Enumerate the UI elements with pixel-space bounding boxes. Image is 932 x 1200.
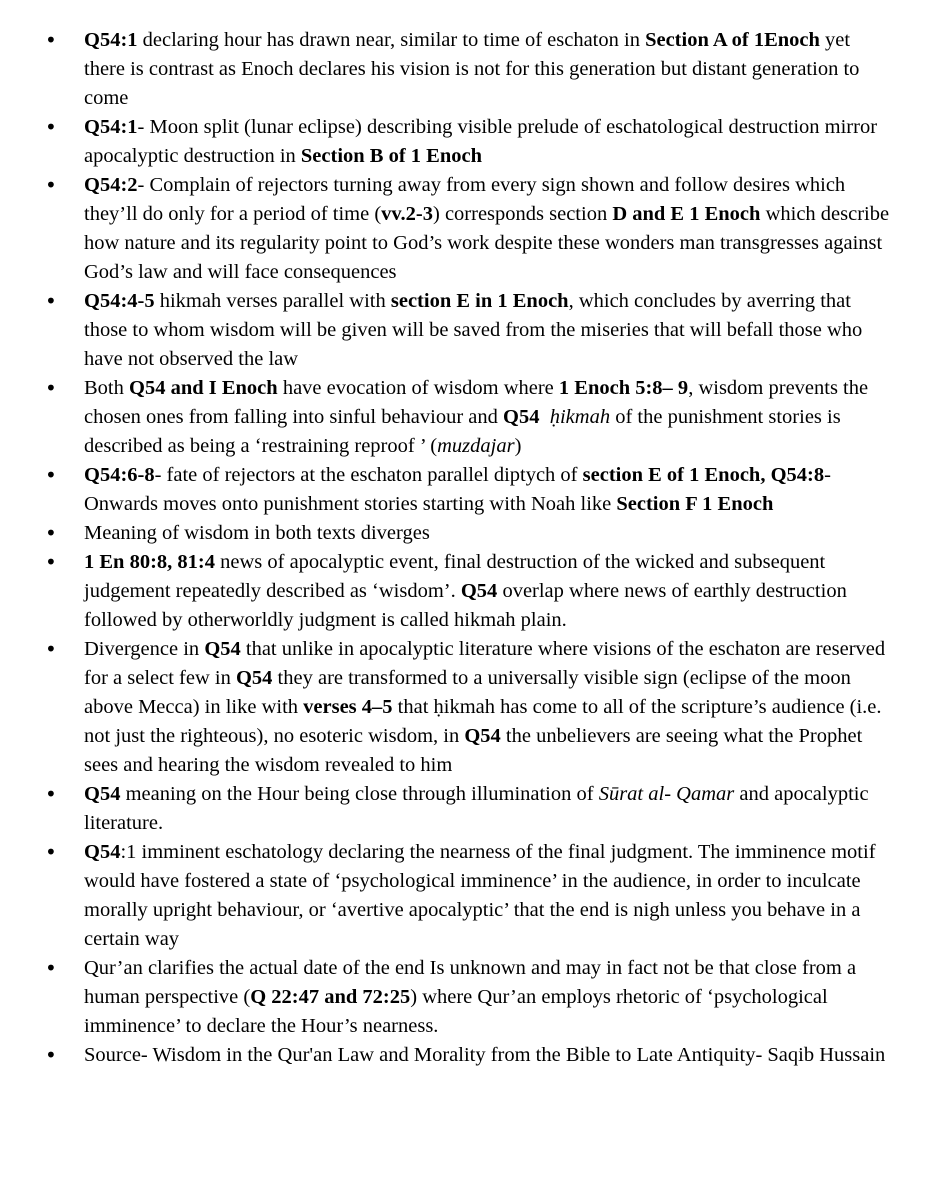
body-text: Both [84, 377, 129, 399]
bold-text: Q54 and I Enoch [129, 377, 278, 399]
body-text: , which concludes by averring that those to whom wisdom will be given will be saved from the miseries that will befall those who have not observed the law [84, 290, 863, 370]
body-text: meaning on the Hour being close through illumination of [120, 783, 599, 805]
bullet-item [0, 287, 932, 374]
bold-text: 1 En 80:8, 81:4 [84, 551, 215, 573]
body-text: ) [514, 435, 522, 457]
body-text: , wisdom prevents the chosen ones from falling into sinful behaviour and [84, 377, 869, 428]
italic-text: Sūrat al- Qamar [598, 783, 735, 805]
body-text: :1 imminent eschatology declaring the nearness of the final judgment. The imminence motif would have fostered a state of ‘psychological imminence’ in the audience, in order to inculcate morally upright behaviour, or ‘avertive apocalyptic’ that the end is nigh unless you behave in a certain way [84, 841, 876, 950]
italic-text: ḥikmah [549, 406, 611, 428]
bold-text: Q54:2 [84, 174, 138, 196]
body-text: - Complain of rejectors turning away from every sign shown and follow desires which they’ll do only for a period of time ( [84, 174, 846, 225]
body-text: yet there is contrast as Enoch declares his vision is not for this generation but distant generation to come [84, 29, 860, 109]
body-text: - Moon split (lunar eclipse) describing visible prelude of eschatological destruction mirror apocalyptic destruction in [84, 116, 878, 167]
bullet-list [0, 26, 932, 1070]
bold-text: Q54 [503, 406, 540, 428]
bullet-item [0, 780, 932, 838]
bold-text: Q54 [84, 841, 121, 863]
bullet-item [0, 635, 932, 780]
bold-text: section E of 1 Enoch, Q54:8 [582, 464, 825, 486]
body-text: and apocalyptic literature. [84, 783, 869, 834]
italic-text: muzdajar [437, 435, 515, 457]
body-text: -Onwards moves onto punishment stories starting with Noah like [84, 464, 831, 515]
body-text: Divergence in [84, 638, 205, 660]
bold-text: vv.2-3 [381, 203, 433, 225]
bold-text: Section F 1 Enoch [616, 493, 774, 515]
bold-text: Q54:4-5 [84, 290, 155, 312]
bullet-item [0, 171, 932, 287]
bold-text: Section B of 1 Enoch [300, 145, 483, 167]
bullet-item [0, 113, 932, 171]
bold-text: Q54 [204, 638, 241, 660]
body-text: of the punishment stories is described as being a ‘restraining reproof ’ ( [84, 406, 841, 457]
bold-text: Q54 [235, 667, 273, 689]
bold-text: Q54 [84, 783, 121, 805]
body-text: - fate of rejectors at the eschaton parallel diptych of [154, 464, 583, 486]
bold-text: D and E 1 Enoch [612, 203, 761, 225]
bold-text: section E in 1 Enoch [390, 290, 569, 312]
body-text: Qur’an clarifies the actual date of the end Is unknown and may in fact not be that close from a human perspective ( [84, 957, 857, 1008]
bold-text: Q54:1 [84, 29, 138, 51]
bullet-item [0, 838, 932, 954]
bullet-item [0, 461, 932, 519]
bold-text: Section A of 1Enoch [645, 29, 820, 51]
body-text: ) where Qur’an employs rhetoric of ‘psychological imminence’ to declare the Hour’s nearness. [84, 986, 828, 1037]
body-text: which describe how nature and its regularity point to God’s work despite these wonders man transgresses against God’s law and will face consequences [84, 203, 890, 283]
body-text: declaring hour has drawn near, similar to time of eschaton in [137, 29, 646, 51]
bold-text: Q54 [464, 725, 501, 747]
bold-text: Q54:1 [84, 116, 138, 138]
body-text: have evocation of wisdom where [277, 377, 559, 399]
body-text: the unbelievers are seeing what the Prophet sees and hearing the wisdom revealed to him [84, 725, 863, 776]
bold-text: 1 Enoch 5:8– 9 [558, 377, 689, 399]
body-text: news of apocalyptic event, final destruction of the wicked and subsequent judgement repeatedly described as ‘wisdom’. [84, 551, 826, 602]
bold-text: verses 4–5 [303, 696, 393, 718]
bullet-item [0, 26, 932, 113]
body-text [539, 406, 549, 428]
bullet-item [0, 1041, 932, 1070]
body-text: that unlike in apocalyptic literature where visions of the eschaton are reserved for a select few in [84, 638, 886, 689]
source-citation: Source- Wisdom in the Qur'an Law and Morality from the Bible to Late Antiquity- Saqib Hussain [84, 1044, 886, 1066]
bullet-item [0, 548, 932, 635]
body-text: Meaning of wisdom in both texts diverges [84, 522, 430, 544]
document-page [0, 26, 932, 1070]
bullet-item [0, 374, 932, 461]
body-text: they are transformed to a universally visible sign (eclipse of the moon above Mecca) in like with [84, 667, 851, 718]
bold-text: Q54:6-8 [84, 464, 155, 486]
bold-text: Q54 [460, 580, 498, 602]
bullet-item [0, 954, 932, 1041]
bullet-item [0, 519, 932, 548]
body-text: hikmah verses parallel with [154, 290, 391, 312]
body-text: ) corresponds section [433, 203, 613, 225]
body-text: overlap where news of earthly destruction followed by otherworldly judgment is called hikmah plain. [84, 580, 847, 631]
body-text: that ḥikmah has come to all of the scripture’s audience (i.e. not just the righteous), no esoteric wisdom, in [84, 696, 882, 747]
bold-text: Q 22:47 and 72:25 [250, 986, 411, 1008]
